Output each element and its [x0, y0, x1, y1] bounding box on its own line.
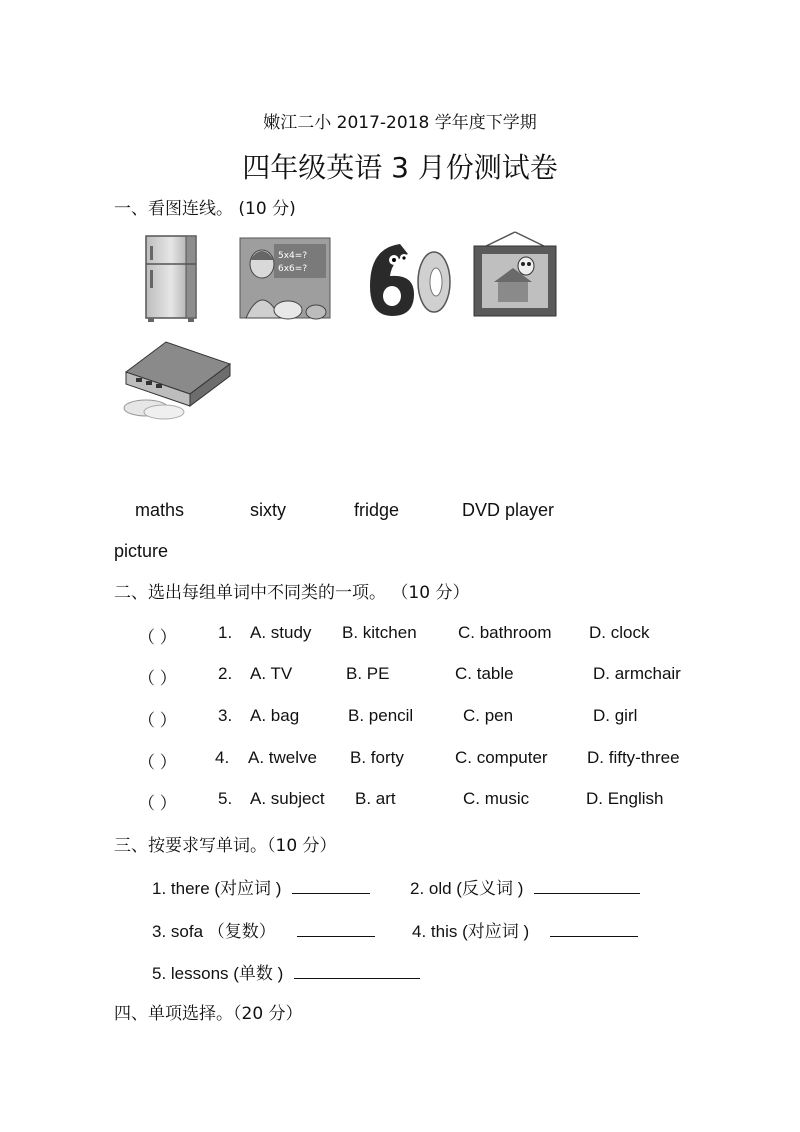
option-b: B. PE	[346, 664, 390, 683]
section3-heading: 三、按要求写单词。（10 分）	[114, 836, 337, 856]
school-header: 嫩江二小 2017-2018 学年度下学期	[263, 113, 537, 133]
option-c: C. bathroom	[458, 623, 552, 642]
answer-paren[interactable]: （ ）	[138, 669, 177, 688]
answer-blank[interactable]	[297, 920, 375, 937]
answer-paren[interactable]: （ ）	[138, 628, 177, 647]
fill-item-4	[412, 917, 638, 942]
fill-item-5	[152, 959, 420, 984]
option-d: D. armchair	[593, 664, 681, 683]
answer-blank[interactable]	[294, 962, 420, 979]
option-b: B. kitchen	[342, 623, 417, 642]
word-picture: picture	[114, 541, 169, 561]
fill-item-label: 2. old (反义词 )	[410, 879, 524, 898]
word-maths: maths	[135, 500, 185, 520]
page-title: 四年级英语 3 月份测试卷	[242, 151, 558, 184]
option-a: A. bag	[250, 706, 300, 725]
option-a: A. TV	[250, 664, 293, 683]
option-c: C. pen	[463, 706, 514, 725]
option-d: D. girl	[593, 706, 638, 725]
fill-item-3	[152, 917, 375, 942]
section4-heading: 四、单项选择。（20 分）	[114, 1004, 303, 1024]
answer-paren[interactable]: （ ）	[138, 711, 177, 730]
fill-item-label: 5. lessons (单数 )	[152, 964, 284, 983]
option-c: C. table	[455, 664, 514, 683]
option-a: A. study	[250, 623, 312, 642]
option-b: B. forty	[350, 748, 404, 767]
question-number: 4.	[215, 748, 230, 767]
section1-heading: 一、看图连线。 (10 分)	[114, 199, 296, 219]
fill-item-2	[410, 874, 640, 899]
teacher-math-icon	[238, 236, 332, 320]
option-c: C. music	[463, 789, 530, 808]
option-a: A. twelve	[248, 748, 317, 767]
question-number: 1.	[218, 623, 233, 642]
option-d: D. clock	[589, 623, 650, 642]
word-fridge: fridge	[354, 500, 400, 520]
fill-item-label: 4. this (对应词 )	[412, 922, 530, 941]
option-b: B. art	[355, 789, 396, 808]
answer-blank[interactable]	[550, 920, 638, 937]
question-number: 5.	[218, 789, 233, 808]
fill-item-1	[152, 874, 370, 899]
word-dvd-player: DVD player	[462, 500, 555, 520]
fridge-icon	[140, 234, 202, 324]
question-number: 2.	[218, 664, 233, 683]
dvd-player-icon	[112, 338, 234, 422]
fill-item-label: 1. there (对应词 )	[152, 879, 282, 898]
svg-text:5x4=?: 5x4=?	[278, 251, 308, 261]
word-sixty: sixty	[250, 500, 286, 520]
option-c: C. computer	[455, 748, 548, 767]
answer-blank[interactable]	[534, 877, 640, 894]
fill-item-label: 3. sofa （复数）	[152, 922, 276, 941]
option-d: D. English	[586, 789, 664, 808]
answer-blank[interactable]	[292, 877, 370, 894]
answer-paren[interactable]: （ ）	[138, 753, 177, 772]
number-sixty-icon	[360, 238, 456, 320]
section2-heading: 二、选出每组单词中不同类的一项。 （10 分）	[114, 583, 470, 603]
option-d: D. fifty-three	[587, 748, 680, 767]
svg-text:6x6=?: 6x6=?	[278, 264, 308, 274]
option-a: A. subject	[250, 789, 325, 808]
option-b: B. pencil	[348, 706, 414, 725]
framed-picture-icon	[472, 230, 558, 320]
question-number: 3.	[218, 706, 233, 725]
answer-paren[interactable]: （ ）	[138, 794, 177, 813]
